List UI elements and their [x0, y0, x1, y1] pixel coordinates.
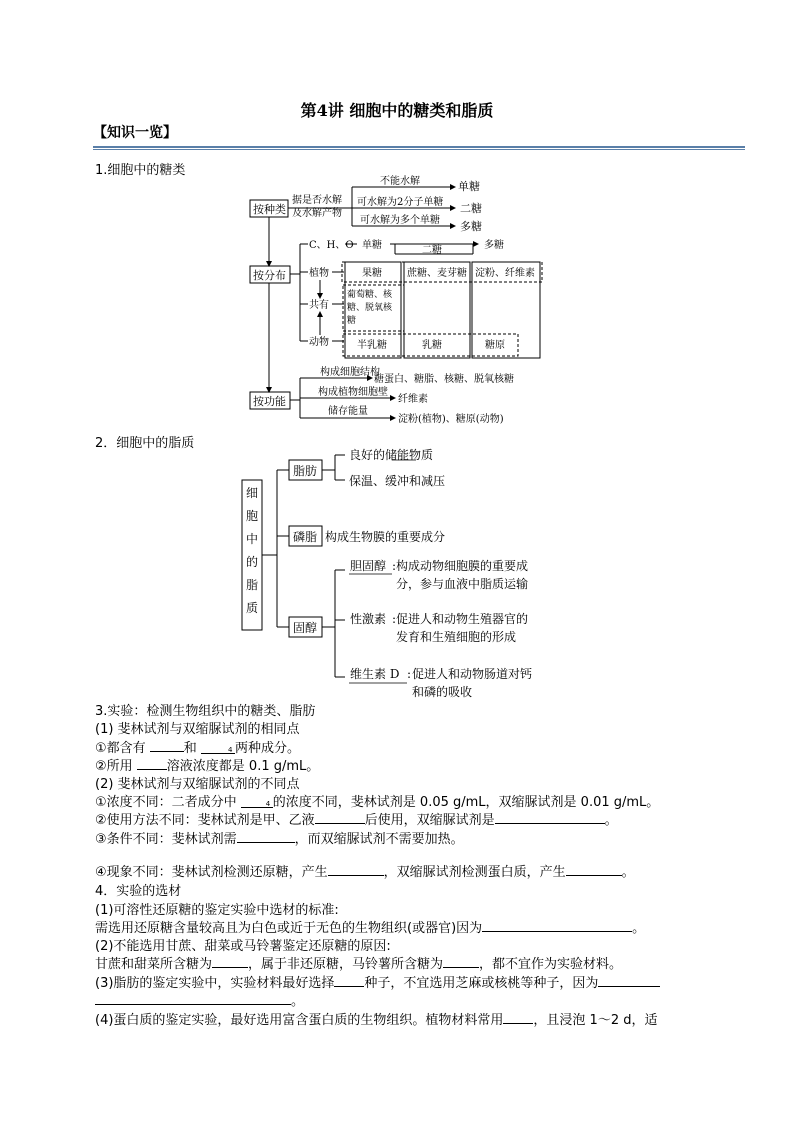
m3-c: 。: [291, 994, 305, 1009]
blank-m1[interactable]: [482, 919, 632, 932]
shared-line-3: 糖: [347, 316, 357, 326]
fat-desc-2: 保温、缓冲和减压: [349, 474, 446, 488]
svg-text::: :: [392, 559, 397, 573]
shared-line-2: 糖、脱氧核: [347, 303, 393, 313]
func-2-result: 纤维素: [398, 394, 428, 405]
lipid-root-5: 脂: [246, 578, 259, 592]
vitamin-d-desc-2: 和磷的吸收: [412, 685, 473, 699]
phospholipid-desc: 构成生物膜的重要成分: [325, 530, 446, 544]
same-1b: 和: [183, 741, 201, 756]
page-title: 第4讲 细胞中的糖类和脂质: [300, 101, 494, 120]
shared-line-1: 葡萄糖、核: [347, 290, 393, 300]
blank-m4[interactable]: [503, 1011, 533, 1024]
m1-b: 。: [632, 921, 646, 936]
sterol-label: 固醇: [293, 621, 318, 635]
animal-label: 动物: [309, 337, 329, 348]
same-1c: 两种成分。: [234, 741, 300, 756]
fructose: 果糖: [362, 268, 382, 279]
diff-line-1: [95, 791, 659, 810]
m3-b: 种子，不宜选用芝麻或核桃等种子，因为: [364, 976, 599, 991]
diff-1-sub: 4: [265, 800, 271, 808]
diff-4b: ，双缩脲试剂检测蛋白质，产生: [383, 865, 566, 880]
blank-diff-2[interactable]: [315, 811, 365, 824]
same-2b: 溶液浓度都是 0.1 g/mL。: [166, 759, 320, 774]
m3-line-2: [95, 990, 304, 1009]
galactose: 半乳糖: [357, 340, 387, 351]
blank-diff-5[interactable]: [328, 863, 384, 876]
kind-note-1: 据是否水解: [292, 195, 342, 206]
m4-a: (4)蛋白质的鉴定实验，最好选用富含蛋白质的生物组织。植物材料常用: [95, 1013, 504, 1028]
svg-text::: :: [407, 667, 412, 681]
same-heading: (1) 斐林试剂与双缩脲试剂的相同点: [95, 722, 300, 737]
blank-diff-1[interactable]: [241, 795, 273, 808]
classify-dist: 按分布: [253, 269, 286, 282]
blank-m3-3[interactable]: [95, 992, 291, 1005]
m2-a: 甘蔗和甜菜所含糖为: [95, 957, 213, 972]
sucrose-maltose: 蔗糖、麦芽糖: [407, 268, 467, 279]
poly2-label: 多糖: [484, 240, 504, 251]
vitamin-d-desc-1: 促进人和动物肠道对钙: [412, 667, 533, 681]
sex-hormone-label: 性激素: [350, 612, 387, 626]
sex-hormone-desc-1: 促进人和动物生殖器官的: [396, 612, 529, 626]
blank-same-1[interactable]: [150, 739, 184, 752]
blank-diff-6[interactable]: [566, 863, 622, 876]
blank-m2-2[interactable]: [443, 955, 479, 968]
lipid-root-6: 质: [246, 601, 259, 615]
diff-2b: 后使用，双缩脲试剂是: [364, 813, 495, 828]
blank-same-2[interactable]: [201, 741, 235, 754]
diff-heading: (2) 斐林试剂与双缩脲试剂的不同点: [95, 777, 300, 792]
shared-label: 共有: [309, 300, 329, 311]
m2-heading: (2)不能选用甘蔗、甜菜或马铃薯鉴定还原糖的原因:: [95, 939, 391, 954]
di2-label: 二糖: [422, 245, 442, 256]
same-line-2: [95, 755, 319, 774]
phospholipid-label: 磷脂: [293, 530, 318, 544]
blank-m3-1[interactable]: [334, 974, 364, 987]
diff-3a: ③条件不同：斐林试剂需: [95, 832, 237, 847]
di-label: 二糖: [460, 202, 482, 215]
m3-a: (3)脂肪的鉴定实验中，实验材料最好选择: [95, 976, 335, 991]
diff-2a: ②使用方法不同：斐林试剂是甲、乙液: [95, 813, 315, 828]
diff-line-2: [95, 809, 618, 828]
func-1: 构成细胞结构: [320, 367, 380, 378]
fat-label: 脂肪: [293, 464, 318, 478]
hydrolysis-two: 可水解为2分子单糖: [357, 197, 444, 208]
vitamin-d-label: 维生素 D: [350, 667, 400, 681]
same-1a: ①都含有: [95, 741, 150, 756]
sugar-heading: 1.细胞中的糖类: [95, 163, 186, 178]
m3-line: [95, 972, 660, 991]
blank-same-3[interactable]: [137, 757, 167, 770]
func-2: 构成植物细胞壁: [318, 387, 388, 398]
mono2-label: 单糖: [362, 240, 382, 251]
starch-cellulose: 淀粉、纤维素: [475, 268, 535, 279]
section-banner: 【知识一览】: [93, 125, 177, 141]
sugar-diagram: [0, 0, 794, 440]
hydrolysis-many: 可水解为多个单糖: [360, 215, 440, 226]
blank-m3-2[interactable]: [598, 974, 660, 987]
lipid-heading: 2．细胞中的脂质: [95, 436, 195, 451]
plant-label: 植物: [309, 268, 329, 279]
cholesterol-desc-2: 分，参与血液中脂质运输: [396, 577, 529, 591]
diff-4c: 。: [621, 865, 635, 880]
sex-hormone-desc-2: 发育和生殖细胞的形成: [396, 630, 517, 644]
mono-label: 单糖: [458, 180, 480, 193]
diff-line-4: [95, 861, 635, 880]
cholesterol-label: 胆固醇: [350, 559, 387, 573]
m1-line: [95, 917, 645, 936]
m2-c: ，都不宜作为实验材料。: [479, 957, 623, 972]
diff-1b: 的浓度不同，斐林试剂是 0.05 g/mL，双缩脲试剂是 0.01 g/mL。: [272, 795, 660, 810]
fat-desc-1: 良好的储能物质: [349, 448, 434, 462]
func-3-result: 淀粉(植物)、糖原(动物): [398, 414, 504, 425]
cholesterol-desc-1: 构成动物细胞膜的重要成: [396, 559, 529, 573]
m2-b: ，属于非还原糖，马铃薯所含糖为: [248, 957, 444, 972]
m1-heading: (1)可溶性还原糖的鉴定实验中选材的标准:: [95, 903, 339, 918]
blank-diff-3[interactable]: [495, 811, 605, 824]
m4-b: ，且浸泡 1～2 d，适: [533, 1013, 658, 1028]
classify-kind: 按种类: [253, 203, 286, 216]
classify-func: 按功能: [253, 395, 286, 408]
m1-a: 需选用还原糖含量较高且为白色或近于无色的生物组织(或器官)因为: [95, 921, 483, 936]
lipid-root-4: 的: [246, 555, 259, 569]
func-3: 储存能量: [328, 406, 368, 417]
experiment-heading: 3.实验：检测生物组织中的糖类、脂肪: [95, 704, 316, 719]
blank-diff-4[interactable]: [237, 830, 295, 843]
materials-heading: 4．实验的选材: [95, 884, 182, 899]
diff-line-3: [95, 828, 464, 847]
no-hydrolysis: 不能水解: [380, 176, 420, 187]
same-line-1: [95, 737, 300, 756]
poly-label: 多糖: [460, 220, 482, 233]
lipid-diagram: [0, 440, 794, 700]
lipid-root-2: 胞: [246, 509, 259, 523]
kind-note-2: 及水解产物: [292, 208, 342, 219]
diff-4a: ④现象不同：斐林试剂检测还原糖，产生: [95, 865, 328, 880]
blank-m2-1[interactable]: [212, 955, 248, 968]
lipid-root-3: 中: [246, 532, 259, 546]
same-1-sub: 4: [227, 746, 233, 754]
same-2a: ②所用: [95, 759, 137, 774]
diff-3b: ，而双缩脲试剂不需要加热。: [294, 832, 464, 847]
diff-2c: 。: [604, 813, 618, 828]
lipid-root-1: 细: [246, 486, 259, 500]
m4-line: [95, 1009, 657, 1028]
diff-1a: ①浓度不同：二者成分中: [95, 795, 241, 810]
svg-text::: :: [392, 612, 397, 626]
func-1-result: 糖蛋白、糖脂、核糖、脱氧核糖: [374, 374, 514, 385]
lactose: 乳糖: [422, 340, 442, 351]
m2-line: [95, 953, 622, 972]
glycogen: 糖原: [485, 340, 505, 351]
cho-label: C、H、O: [309, 240, 354, 251]
